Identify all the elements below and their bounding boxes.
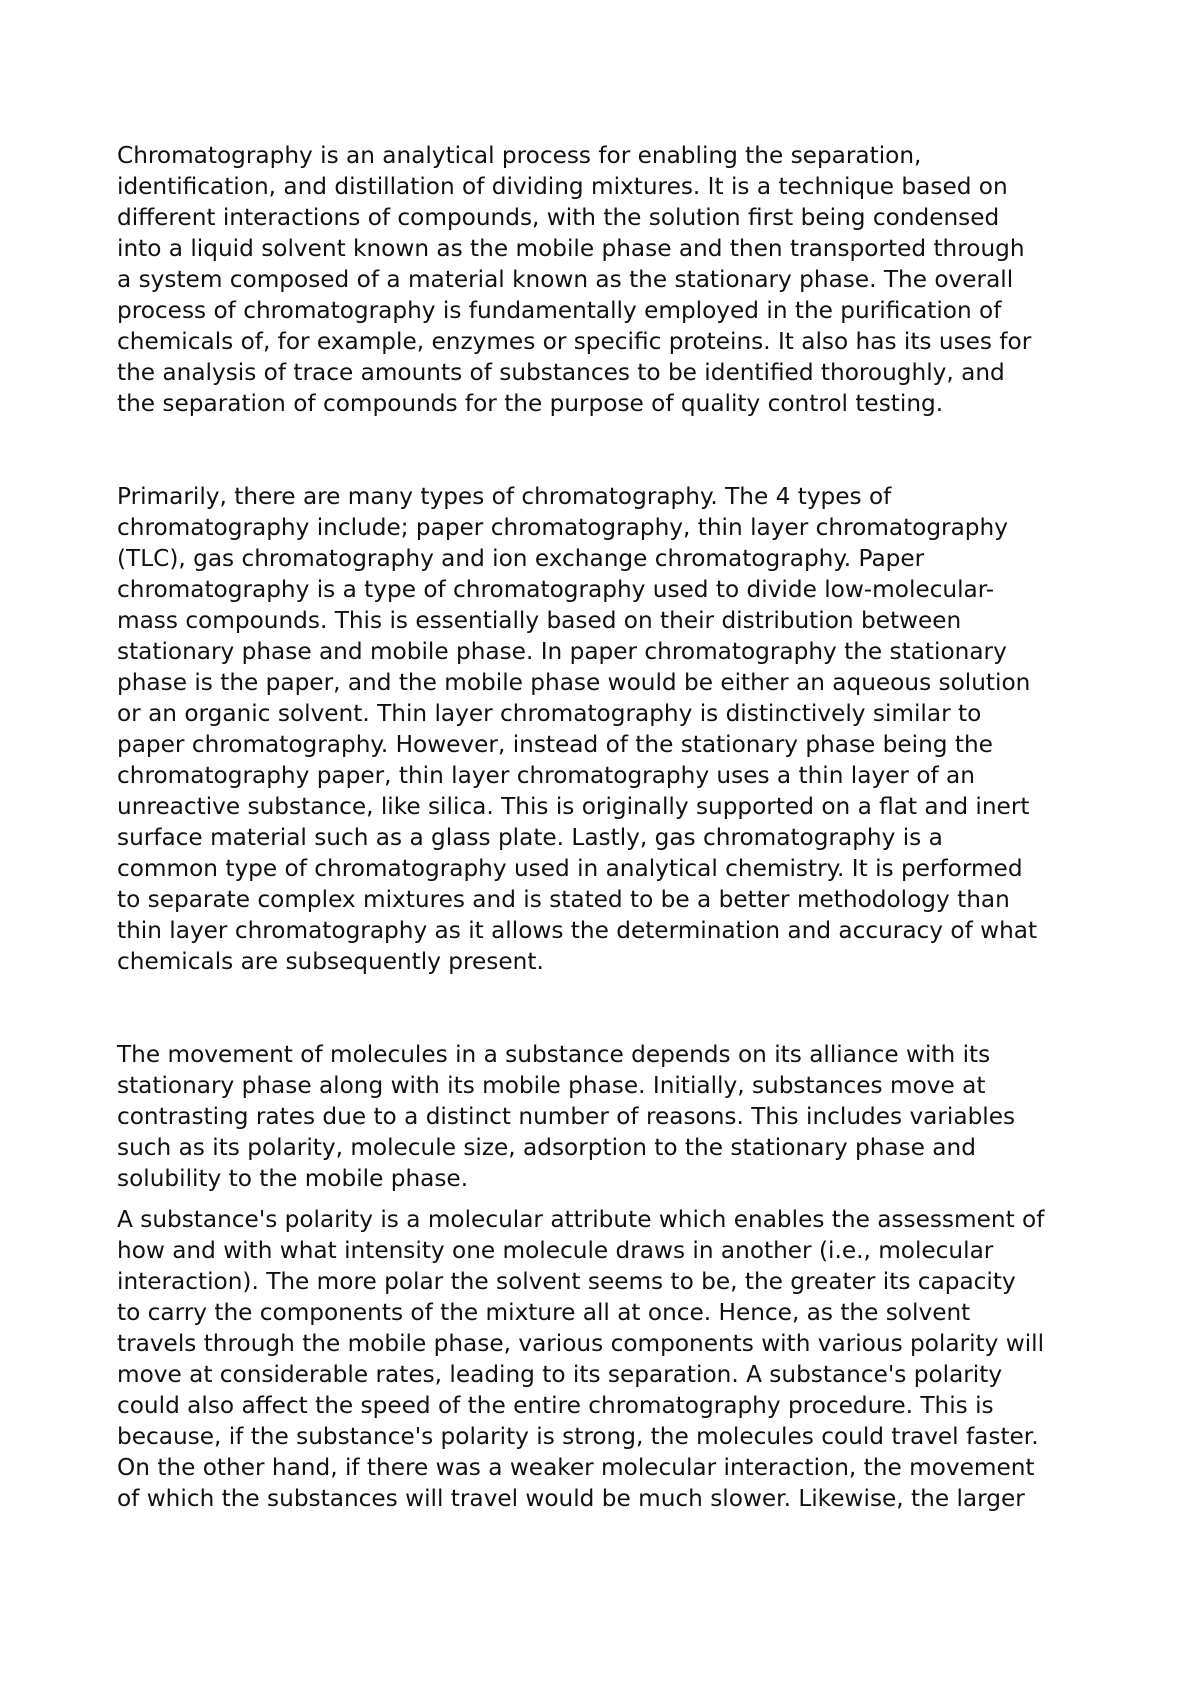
text-line: On the other hand, if there was a weaker molecular interaction, the movement bbox=[117, 1454, 1035, 1481]
text-line: interaction). The more polar the solvent seems to be, the greater its capacity bbox=[117, 1268, 1016, 1295]
paragraph-intro bbox=[117, 140, 1117, 419]
text-line: chemicals of, for example, enzymes or specific proteins. It also has its uses for bbox=[117, 328, 1032, 355]
text-line: could also affect the speed of the entire chromatography procedure. This is bbox=[117, 1392, 994, 1419]
text-line: such as its polarity, molecule size, adsorption to the stationary phase and bbox=[117, 1134, 976, 1161]
text-line: phase is the paper, and the mobile phase would be either an aqueous solution bbox=[117, 669, 1031, 696]
text-line: to separate complex mixtures and is stated to be a better methodology than bbox=[117, 886, 1010, 913]
document-page bbox=[117, 140, 1117, 1514]
text-line: common type of chromatography used in analytical chemistry. It is performed bbox=[117, 855, 1023, 882]
text-line: (TLC), gas chromatography and ion exchange chromatography. Paper bbox=[117, 545, 925, 572]
text-line: chemicals are subsequently present. bbox=[117, 948, 544, 975]
text-line: stationary phase along with its mobile phase. Initially, substances move at bbox=[117, 1072, 986, 1099]
text-line: a system composed of a material known as the stationary phase. The overall bbox=[117, 266, 1014, 293]
text-line: because, if the substance's polarity is strong, the molecules could travel faster. bbox=[117, 1423, 1039, 1450]
text-line: mass compounds. This is essentially based on their distribution between bbox=[117, 607, 962, 634]
text-line: unreactive substance, like silica. This is originally supported on a flat and inert bbox=[117, 793, 1030, 820]
paragraph-types bbox=[117, 481, 1117, 977]
text-line: process of chromatography is fundamentally employed in the purification of bbox=[117, 297, 1002, 324]
text-line: contrasting rates due to a distinct number of reasons. This includes variables bbox=[117, 1103, 1016, 1130]
text-line: surface material such as a glass plate. Lastly, gas chromatography is a bbox=[117, 824, 943, 851]
text-line: chromatography paper, thin layer chromatography uses a thin layer of an bbox=[117, 762, 975, 789]
text-line: identification, and distillation of dividing mixtures. It is a technique based on bbox=[117, 173, 1008, 200]
text-line: how and with what intensity one molecule draws in another (i.e., molecular bbox=[117, 1237, 994, 1264]
text-line: the analysis of trace amounts of substances to be identified thoroughly, and bbox=[117, 359, 1005, 386]
paragraph-polarity bbox=[117, 1204, 1117, 1514]
text-line: stationary phase and mobile phase. In paper chromatography the stationary bbox=[117, 638, 1007, 665]
text-line: Primarily, there are many types of chromatography. The 4 types of bbox=[117, 483, 892, 510]
text-line: chromatography is a type of chromatography used to divide low-molecular- bbox=[117, 576, 995, 603]
paragraph-movement bbox=[117, 1039, 1117, 1194]
text-line: solubility to the mobile phase. bbox=[117, 1165, 469, 1192]
text-line: Chromatography is an analytical process for enabling the separation, bbox=[117, 142, 922, 169]
text-line: paper chromatography. However, instead of the stationary phase being the bbox=[117, 731, 993, 758]
text-line: chromatography include; paper chromatography, thin layer chromatography bbox=[117, 514, 1008, 541]
text-line: of which the substances will travel would be much slower. Likewise, the larger bbox=[117, 1485, 1025, 1512]
text-line: thin layer chromatography as it allows the determination and accuracy of what bbox=[117, 917, 1038, 944]
text-line: to carry the components of the mixture all at once. Hence, as the solvent bbox=[117, 1299, 971, 1326]
text-line: A substance's polarity is a molecular attribute which enables the assessment of bbox=[117, 1206, 1045, 1233]
text-line: the separation of compounds for the purpose of quality control testing. bbox=[117, 390, 944, 417]
text-line: into a liquid solvent known as the mobile phase and then transported through bbox=[117, 235, 1025, 262]
text-line: or an organic solvent. Thin layer chromatography is distinctively similar to bbox=[117, 700, 982, 727]
text-line: different interactions of compounds, with the solution first being condensed bbox=[117, 204, 1000, 231]
text-line: The movement of molecules in a substance depends on its alliance with its bbox=[117, 1041, 991, 1068]
text-line: move at considerable rates, leading to its separation. A substance's polarity bbox=[117, 1361, 1003, 1388]
text-line: travels through the mobile phase, various components with various polarity will bbox=[117, 1330, 1045, 1357]
